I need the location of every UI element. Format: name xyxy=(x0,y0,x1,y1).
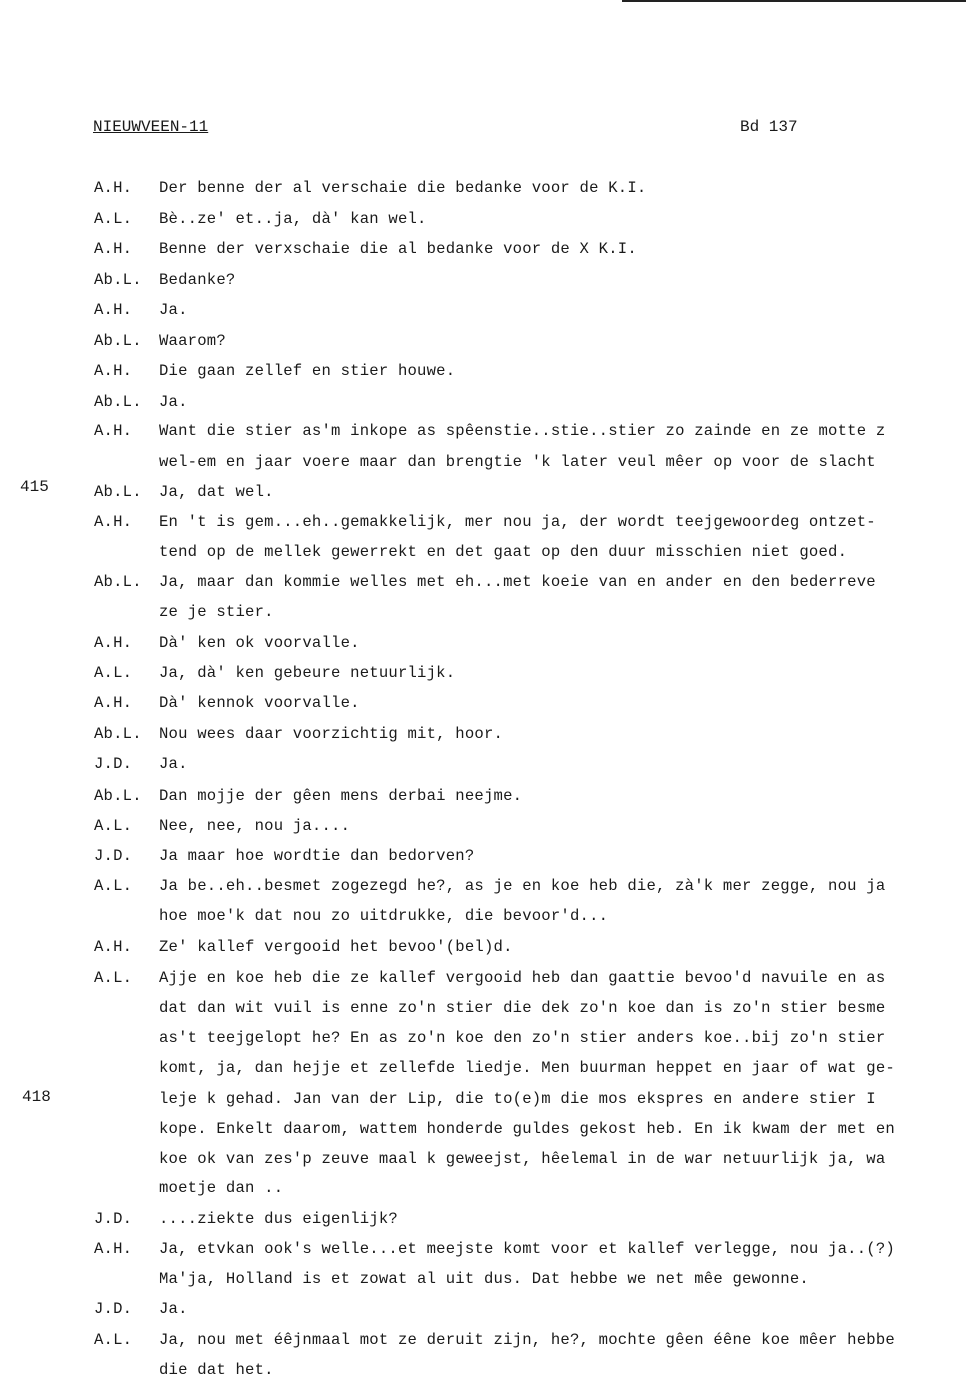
speaker-label: A.H. xyxy=(94,938,133,956)
speaker-label: A.L. xyxy=(94,664,133,682)
utterance-text: Dà' kennok voorvalle. xyxy=(159,694,360,712)
speaker-label: A.H. xyxy=(94,513,133,531)
utterance-text: as't teejgelopt he? En as zo'n koe den zo'n stier anders koe..bij zo'n stier xyxy=(159,1029,886,1047)
transcript-line xyxy=(94,209,427,231)
speaker-label: J.D. xyxy=(94,1300,133,1318)
transcript-line xyxy=(94,1119,895,1141)
transcript-line xyxy=(94,754,188,776)
utterance-text: Die gaan zellef en stier houwe. xyxy=(159,362,456,380)
margin-note: 418 xyxy=(22,1088,51,1106)
page-number: Bd 137 xyxy=(740,118,798,136)
utterance-text: Ja, maar dan kommie welles met eh...met koeie van en ander en den bederreve xyxy=(159,573,876,591)
margin-note: 415 xyxy=(20,478,49,496)
transcript-line xyxy=(94,1269,809,1291)
transcript-line xyxy=(94,1330,895,1352)
transcript-line xyxy=(94,602,274,624)
utterance-text: die dat het. xyxy=(159,1361,274,1379)
transcript-line xyxy=(94,1209,398,1231)
utterance-text: Ja, nou met éêjnmaal mot ze deruit zijn, he?, mochte gêen éêne koe mêer hebbe xyxy=(159,1331,895,1349)
transcript-line xyxy=(94,1058,895,1080)
utterance-text: komt, ja, dan hejje et zellefde liedje. Men buurman heppet en jaar of wat ge- xyxy=(159,1059,895,1077)
transcript-line xyxy=(94,421,885,443)
speaker-label: A.L. xyxy=(94,1331,133,1349)
utterance-text: moetje dan .. xyxy=(159,1179,284,1197)
utterance-text: Bedanke? xyxy=(159,271,236,289)
transcript-line xyxy=(94,572,876,594)
speaker-label: J.D. xyxy=(94,755,133,773)
speaker-label: A.L. xyxy=(94,877,133,895)
speaker-label: J.D. xyxy=(94,1210,133,1228)
speaker-label: Ab.L. xyxy=(94,573,142,591)
transcript-line xyxy=(94,482,274,504)
transcript-line xyxy=(94,846,474,868)
transcript-line xyxy=(94,816,350,838)
utterance-text: Ja, dà' ken gebeure netuurlijk. xyxy=(159,664,456,682)
utterance-text: Ja. xyxy=(159,1300,188,1318)
transcript-line xyxy=(94,724,503,746)
transcript-line xyxy=(94,786,522,808)
speaker-label: A.L. xyxy=(94,210,133,228)
speaker-label: A.H. xyxy=(94,179,133,197)
utterance-text: dat dan wit vuil is enne zo'n stier die dek zo'n koe dan is zo'n stier besme xyxy=(159,999,886,1017)
utterance-text: Ja maar hoe wordtie dan bedorven? xyxy=(159,847,475,865)
utterance-text: Ma'ja, Holland is et zowat al uit dus. Dat hebbe we net mêe gewonne. xyxy=(159,1270,809,1288)
utterance-text: ....ziekte dus eigenlijk? xyxy=(159,1210,398,1228)
transcript-line xyxy=(94,663,455,685)
speaker-label: Ab.L. xyxy=(94,393,142,411)
transcript-line xyxy=(94,1149,885,1171)
speaker-label: A.H. xyxy=(94,240,133,258)
transcript-line xyxy=(94,1089,876,1111)
speaker-label: A.H. xyxy=(94,422,133,440)
utterance-text: Der benne der al verschaie die bedanke voor de K.I. xyxy=(159,179,647,197)
transcript-line xyxy=(94,998,885,1020)
transcript-line xyxy=(94,693,360,715)
utterance-text: Ja, dat wel. xyxy=(159,483,274,501)
utterance-text: kope. Enkelt daarom, wattem honderde guldes gekost heb. En ik kwam der met en xyxy=(159,1120,895,1138)
utterance-text: wel-em en jaar voere maar dan brengtie 'k later veul mêer op voor de slacht xyxy=(159,453,876,471)
utterance-text: Ja be..eh..besmet zogezegd he?, as je en koe heb die, zà'k mer zegge, nou ja xyxy=(159,877,886,895)
transcript-line xyxy=(94,968,885,990)
utterance-text: Waarom? xyxy=(159,332,226,350)
utterance-text: Nou wees daar voorzichtig mit, hoor. xyxy=(159,725,504,743)
utterance-text: Ja, etvkan ook's welle...et meejste komt voor et kallef verlegge, nou ja..(?) xyxy=(159,1240,895,1258)
speaker-label: Ab.L. xyxy=(94,483,142,501)
transcript-line xyxy=(94,876,885,898)
utterance-text: En 't is gem...eh..gemakkelijk, mer nou ja, der wordt teejgewoordeg ontzet- xyxy=(159,513,876,531)
transcript-line xyxy=(94,542,847,564)
transcript-line xyxy=(94,452,876,474)
speaker-label: A.L. xyxy=(94,969,133,987)
transcript-line xyxy=(94,239,637,261)
utterance-text: Want die stier as'm inkope as spêenstie..stie..stier zo zainde en ze motte z xyxy=(159,422,886,440)
utterance-text: Nee, nee, nou ja.... xyxy=(159,817,351,835)
utterance-text: Benne der verxschaie die al bedanke voor de X K.I. xyxy=(159,240,637,258)
document-header-left: NIEUWVEEN-11 xyxy=(93,118,209,136)
transcript-line xyxy=(94,300,188,322)
speaker-label: A.H. xyxy=(94,634,133,652)
utterance-text: ze je stier. xyxy=(159,603,274,621)
utterance-text: Dan mojje der gêen mens derbai neejme. xyxy=(159,787,523,805)
utterance-text: Ja. xyxy=(159,393,188,411)
transcript-line xyxy=(94,937,513,959)
transcript-line xyxy=(94,392,188,414)
speaker-label: A.L. xyxy=(94,817,133,835)
utterance-text: tend op de mellek gewerrekt en det gaat op den duur misschien niet goed. xyxy=(159,543,848,561)
transcript-line xyxy=(94,361,455,383)
utterance-text: Ajje en koe heb die ze kallef vergooid heb dan gaattie bevoo'd navuile en as xyxy=(159,969,886,987)
speaker-label: Ab.L. xyxy=(94,271,142,289)
transcript-line xyxy=(94,331,226,353)
speaker-label: A.H. xyxy=(94,301,133,319)
speaker-label: A.H. xyxy=(94,1240,133,1258)
speaker-label: J.D. xyxy=(94,847,133,865)
utterance-text: Bè..ze' et..ja, dà' kan wel. xyxy=(159,210,427,228)
utterance-text: Ja. xyxy=(159,755,188,773)
utterance-text: Dà' ken ok voorvalle. xyxy=(159,634,360,652)
speaker-label: A.H. xyxy=(94,362,133,380)
transcript-line xyxy=(94,1239,895,1261)
speaker-label: Ab.L. xyxy=(94,725,142,743)
utterance-text: koe ok van zes'p zeuve maal k geweejst, hêelemal in de war netuurlijk ja, wa xyxy=(159,1150,886,1168)
speaker-label: Ab.L. xyxy=(94,332,142,350)
utterance-text: hoe moe'k dat nou zo uitdrukke, die bevoor'd... xyxy=(159,907,609,925)
speaker-label: Ab.L. xyxy=(94,787,142,805)
transcript-line xyxy=(94,633,360,655)
transcript-line xyxy=(94,1299,188,1321)
transcript-line xyxy=(94,1360,274,1382)
utterance-text: Ze' kallef vergooid het bevoo'(bel)d. xyxy=(159,938,513,956)
speaker-label: A.H. xyxy=(94,694,133,712)
transcript-line xyxy=(94,1178,283,1200)
transcript-line xyxy=(94,906,608,928)
transcript-line xyxy=(94,270,235,292)
transcript-line xyxy=(94,178,646,200)
utterance-text: leje k gehad. Jan van der Lip, die to(e)m die mos ekspres en andere stier I xyxy=(159,1090,876,1108)
transcript-line xyxy=(94,1028,885,1050)
utterance-text: Ja. xyxy=(159,301,188,319)
transcript-line xyxy=(94,512,876,534)
